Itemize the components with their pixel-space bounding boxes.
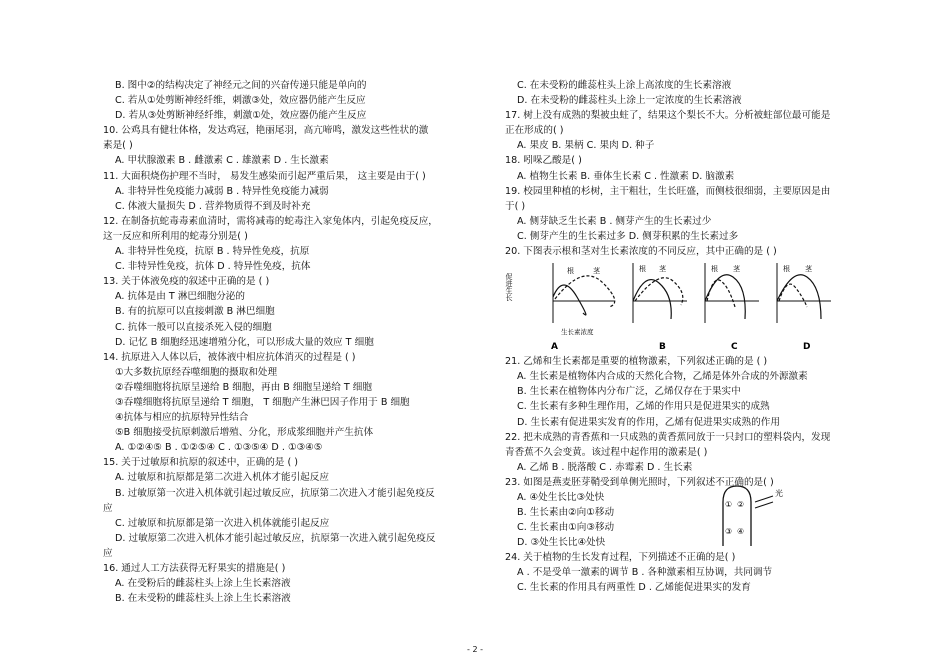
text-line: ②吞噬细胞将抗原呈递给 B 细胞，再由 B 细胞呈递给 T 细胞: [115, 381, 372, 393]
text-line: A . 不是受单一激素的调节 B . 各种激素相互协调，共同调节: [517, 567, 773, 579]
text-line: 20. 下图表示根和茎对生长素浓度的不同反应，其中正确的是 ( ): [505, 246, 777, 258]
text-line: C. 生长素由①向③移动: [517, 522, 615, 534]
text-line: 12. 在制备抗蛇毒毒素血清时，需将减毒的蛇毒注入家兔体内，引起免疫反应，: [103, 215, 438, 227]
text-line: C. 在未受粉的雌蕊柱头上涂上高浓度的生长素溶液: [517, 80, 732, 91]
light-label: 光: [775, 488, 783, 498]
graph-a-x-label: 生长素浓度: [561, 328, 594, 337]
graph-d-root: 根: [783, 265, 790, 274]
graph-b-stem: 茎: [659, 265, 666, 274]
text-line: 18. 吲哚乙酸是( ): [505, 155, 582, 167]
left-column: [103, 78, 481, 606]
text-line: C. 过敏原和抗原都是第一次进入机体就能引起反应: [115, 517, 330, 529]
text-line: D. 记忆 B 细胞经迅速增殖分化，可以形成大量的效应 T 细胞: [115, 336, 374, 348]
text-line: 10. 公鸡具有健壮体格，发达鸡冠，艳丽尾羽，高亢啼鸣，激发这些性状的激: [103, 125, 429, 137]
text-line: ③吞噬细胞将抗原呈递给 T 细胞， T 细胞产生淋巴因子作用于 B 细胞: [115, 396, 410, 408]
text-line: A. ④处生长比③处快: [517, 491, 605, 503]
graph-a: [505, 263, 615, 352]
text-line: A. 甲状腺激素 B . 雌激素 C . 雄激素 D . 生长激素: [115, 155, 329, 167]
page-number: - 2 -: [467, 645, 483, 654]
text-line: D. 过敏原第二次进入机体才能引起过敏反应，抗原第一次进入就引起免疫反: [115, 532, 436, 544]
coleoptile-p1: ①: [725, 499, 733, 509]
graph-b-root: 根: [639, 265, 646, 274]
text-line: C. 体液大量损失 D . 营养物质得不到及时补充: [115, 200, 311, 212]
text-line: 13. 关于体液免疫的叙述中正确的是 ( ): [103, 276, 270, 288]
text-line: B. 生长素在植物体内分布广泛，乙烯仅存在于果实中: [517, 386, 741, 398]
text-line: 16. 通过人工方法获得无籽果实的措施是( ): [103, 563, 286, 574]
text-line: 21. 乙烯和生长素都是重要的植物激素，下列叙述正确的是 ( ): [505, 356, 768, 368]
text-line: A. 乙烯 B . 脱落酸 C . 赤霉素 D . 生长素: [517, 461, 693, 473]
text-line: A. 在受粉后的雌蕊柱头上涂上生长素溶液: [115, 578, 291, 590]
question-23-options: [517, 490, 614, 550]
text-line: A. 植物生长素 B. 垂体生长素 C . 性激素 D. 脑激素: [517, 170, 735, 182]
text-line: A. 过敏原和抗原都是第二次进入机体才能引起反应: [115, 472, 329, 484]
right-bottom-questions: [505, 550, 875, 595]
text-line: C. 若从①处剪断神经纤维，刺激③处，效应器仍能产生反应: [115, 95, 366, 107]
right-column: [505, 78, 875, 595]
text-line: ①大多数抗原经吞噬细胞的摄取和处理: [115, 366, 278, 378]
text-line: C. 生长素有多种生理作用，乙烯的作用只是促进果实的成熟: [517, 401, 770, 413]
graph-d: [777, 263, 831, 352]
right-top-questions: [505, 78, 875, 259]
text-line: A. 非特异性免疫能力减弱 B . 特异性免疫能力减弱: [115, 185, 329, 197]
text-line: 14. 抗原进入人体以后，被体液中相应抗体消灭的过程是 ( ): [103, 351, 356, 363]
graph-b: [633, 263, 687, 352]
text-line: A. 非特异性免疫，抗原 B . 特异性免疫，抗原: [115, 246, 310, 258]
text-line: 应: [103, 547, 113, 559]
graph-a-y-label: 促进生长: [505, 273, 513, 302]
text-line: A. 生长素是植物体内合成的天然化合物，乙烯是体外合成的外源激素: [517, 371, 808, 383]
text-line: C. 侧芽产生的生长素过多 D. 侧芽积累的生长素过多: [517, 230, 739, 242]
graph-a-root: 根: [567, 267, 574, 276]
text-line: ④抗体与相应的抗原特异性结合: [115, 412, 249, 424]
text-line: D. 若从③处剪断神经纤维，刺激①处，效应器仍能产生反应: [115, 110, 367, 122]
right-middle-questions: [505, 354, 875, 490]
text-line: A. 果皮 B. 果柄 C. 果肉 D. 种子: [517, 140, 655, 152]
coleoptile-p3: ③: [725, 526, 733, 536]
text-line: C. 抗体一般可以直接杀死入侵的细胞: [115, 321, 272, 333]
text-line: 15. 关于过敏原和抗原的叙述中，正确的是 ( ): [103, 457, 298, 469]
text-line: 24. 关于植物的生长发育过程，下列描述不正确的是( ): [505, 551, 736, 563]
graph-c: [705, 263, 759, 352]
text-line: 11. 大面积烧伤护理不当时， 易发生感染而引起严重后果， 这主要是由于( ): [103, 170, 426, 182]
text-line: B. 在未受粉的雌蕊柱头上涂上生长素溶液: [115, 593, 291, 605]
graph-a-letter: A: [551, 342, 558, 353]
text-line: D. 生长素有促进果实发育的作用，乙烯有促进果实成熟的作用: [517, 416, 780, 428]
text-line: B. 过敏原第一次进入机体就引起过敏反应，抗原第二次进入才能引起免疫反: [115, 487, 435, 499]
text-line: B. 生长素由②向①移动: [517, 507, 615, 519]
coleoptile-p2: ②: [737, 499, 745, 509]
text-line: 应: [103, 502, 113, 514]
graph-b-letter: B: [659, 342, 666, 353]
graph-c-root: 根: [711, 265, 718, 274]
question-23-block: [505, 490, 875, 550]
text-line: 青香蕉不久会变黄。该过程中起作用的激素是( ): [505, 446, 708, 458]
text-line: D. ③处生长比④处快: [517, 537, 606, 549]
auxin-response-graphs: [505, 259, 875, 354]
graph-a-stem: 茎: [593, 267, 600, 276]
graph-d-letter: D: [803, 342, 811, 353]
text-line: 正在形成的( ): [505, 125, 564, 137]
coleoptile-p4: ④: [737, 526, 745, 536]
text-line: C. 生长素的作用具有两重性 D . 乙烯能促进果实的发育: [517, 582, 751, 594]
text-line: A. 侧芽缺乏生长素 B . 侧芽产生的生长素过少: [517, 215, 712, 227]
text-line: 19. 校园里种植的杉树，主干粗壮，生长旺盛，而侧枝很细弱，主要原因是由: [505, 185, 831, 197]
text-line: 这一反应和所利用的蛇毒分别是( ): [103, 230, 248, 242]
graph-c-letter: C: [731, 342, 738, 353]
graph-d-stem: 茎: [805, 265, 812, 274]
text-line: 17. 树上没有成熟的梨被虫蛀了，结果这个梨长不大。分析被蛀部位最可能是: [505, 110, 831, 122]
text-line: 于( ): [505, 200, 526, 212]
text-line: A. ①②④⑤ B . ①②⑤④ C . ①③⑤④ D . ①③④⑤: [115, 442, 323, 454]
text-line: C. 非特异性免疫，抗体 D . 特异性免疫，抗体: [115, 261, 311, 273]
text-line: B. 图中②的结构决定了神经元之间的兴奋传递只能是单向的: [115, 80, 367, 91]
graph-c-stem: 茎: [733, 265, 740, 274]
text-line: A. 抗体是由 T 淋巴细胞分泌的: [115, 291, 245, 303]
figure-20: [505, 259, 875, 354]
coleoptile-figure: [715, 484, 795, 546]
text-line: 23. 如图是燕麦胚芽鞘受到单侧光照时，下列叙述不正确的是( ): [505, 476, 774, 488]
text-line: B. 有的抗原可以直接刺激 B 淋巴细胞: [115, 306, 275, 318]
text-line: ⑤B 细胞接受抗原刺激后增殖、分化，形成浆细胞并产生抗体: [115, 427, 374, 439]
text-line: D. 在未受粉的雌蕊柱头上涂上一定浓度的生长素溶液: [517, 95, 742, 107]
text-line: 22. 把未成熟的青香蕉和一只成熟的黄香蕉同放于一只封口的塑料袋内，发现: [505, 431, 831, 443]
text-line: 素是( ): [103, 140, 133, 152]
